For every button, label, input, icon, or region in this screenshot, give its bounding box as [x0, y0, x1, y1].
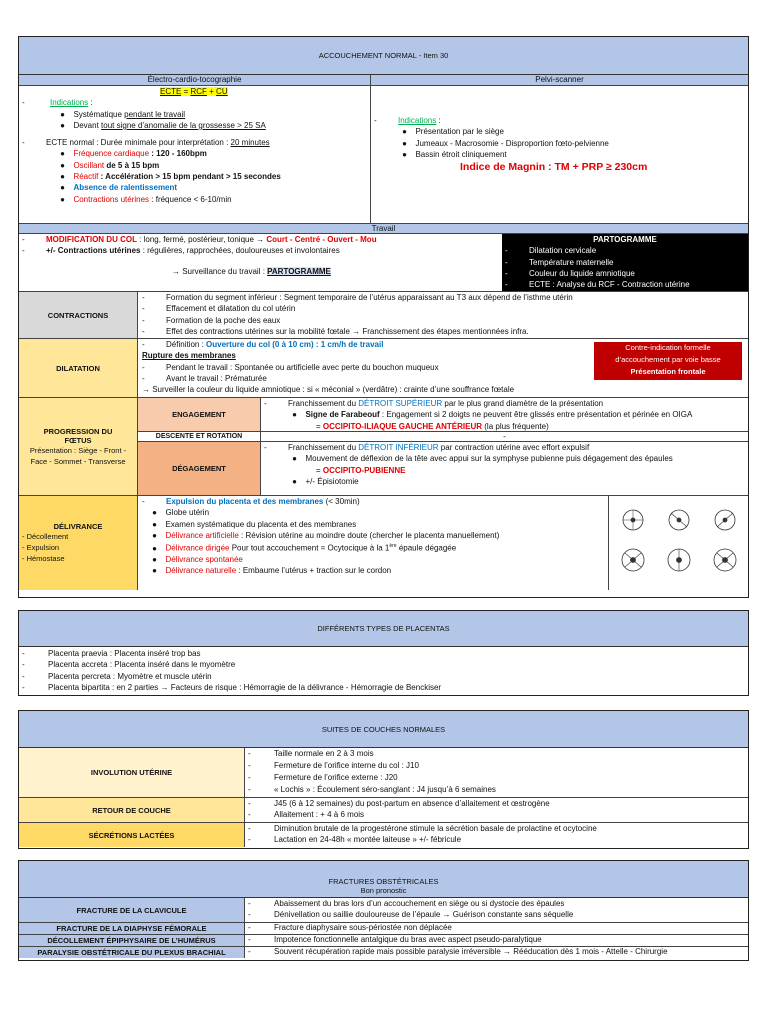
travail-row — [19, 234, 748, 291]
degagement-content — [261, 442, 748, 495]
monitoring-header-row — [19, 75, 748, 86]
section-fractures — [18, 860, 749, 961]
pelvi-item: ● Bassin étroit cliniquement — [402, 149, 507, 159]
partogramme-box — [502, 234, 748, 291]
engagement-content — [261, 398, 748, 431]
list-item: - Diminution brutale de la progestérone stimule la sécrétion basale de prolactine et ocytocine — [248, 824, 597, 833]
pelvi-item: ● Jumeaux - Macrosomie - Disproportion fœto-pelvienne — [402, 138, 609, 148]
fracture-row — [19, 922, 748, 934]
list-item: ● Délivrance spontanée — [152, 555, 243, 565]
placentas-list — [19, 647, 748, 694]
progression-label: PROGRESSION DU FŒTUS Présentation : Siège - Front - Face - Sommet - Transverse — [19, 398, 138, 495]
indication-item: ● Devant tout signe d’anomalie de la grossesse > 25 SA — [60, 120, 266, 130]
secretions-content — [245, 823, 748, 847]
list-item: - Définition : Ouverture du col (0 à 10 cm) : 1 cm/h de travail — [142, 340, 384, 349]
list-item: - Lactation en 24-48h « montée laiteuse » +/- fébricule — [248, 835, 462, 845]
monitoring-row — [19, 86, 748, 223]
list-item: - Abaissement du bras lors d’un accouchement en siège ou si dystocie des épaules — [248, 899, 565, 908]
ecte-normal: - ECTE normal : Durée minimale pour interprétation : 20 minutes — [22, 138, 270, 148]
osc-item: ● Oscillant de 5 à 15 bpm — [60, 160, 160, 170]
placentas-title: DIFFÉRENTS TYPES DE PLACENTAS — [19, 611, 748, 647]
list-item: - Fermeture de l’orifice externe : J20 — [248, 773, 398, 782]
list-item: → Surveiller la couleur du liquide amniotique : si « méconial » (verdâtre) : crainte d’une souffrance fœtale — [142, 385, 515, 395]
fractures-title: FRACTURES OBSTÉTRICALES Bon pronostic — [19, 861, 748, 898]
dilatation-label: DILATATION — [19, 339, 138, 397]
indications-heading: - Indications : — [22, 98, 93, 108]
indication-item: ● Systématique pendant le travail — [60, 109, 186, 119]
parto-item: - Température maternelle — [505, 257, 614, 267]
section-accouchement — [18, 36, 749, 598]
descente-content: - — [261, 431, 748, 442]
contraindication-box: Contre-indication formelle d’accouchement par voie basse Présentation frontale — [594, 342, 742, 380]
fracture-content — [245, 935, 748, 946]
delivrance-label: DÉLIVRANCE - Décollement - Expulsion - Hémostase — [19, 496, 138, 590]
list-item: ● Examen systématique du placenta et des membranes — [152, 519, 357, 529]
list-item: ● Signe de Farabeouf : Engagement si 2 doigts ne peuvent être glissés entre présentation et périnée en OIGA — [292, 410, 693, 420]
react-item: ● Réactif : Accélération > 15 bpm pendant > 15 secondes — [60, 172, 281, 182]
fracture-content — [245, 898, 748, 922]
section-title-text: ACCOUCHEMENT NORMAL - Item 30 — [318, 51, 449, 60]
list-item: - Taille normale en 2 à 3 mois — [248, 749, 374, 758]
retour-label: RETOUR DE COUCHE — [19, 798, 245, 822]
ecg-panel — [19, 86, 371, 223]
engagement-label: ENGAGEMENT — [138, 398, 260, 431]
fracture-content — [245, 923, 748, 934]
list-item: - Fracture diaphysaire sous-périostée non déplacée — [248, 923, 452, 932]
dilatation-row — [19, 338, 748, 397]
list-item: - Placenta percreta : Myomètre et muscle utérin — [22, 671, 212, 681]
parto-item: - Couleur du liquide amniotique — [505, 268, 635, 278]
fracture-label: FRACTURE DE LA DIAPHYSE FÉMORALE — [19, 923, 245, 934]
list-item: ● Délivrance naturelle : Embaume l’utérus + traction sur le cordon — [152, 566, 392, 576]
secretions-row — [19, 822, 748, 847]
involution-content — [245, 748, 748, 797]
retour-row — [19, 797, 748, 822]
list-item: = OCCIPITO-PUBIENNE — [316, 465, 406, 475]
list-item: ● +/- Épisiotomie — [292, 476, 359, 486]
contractions-row — [19, 291, 748, 338]
cu-item: ● Contractions utérines : fréquence < 6-10/min — [60, 194, 232, 204]
list-item: ● Mouvement de déflexion de la tête avec appui sur la symphyse pubienne puis dégagement des épaules — [292, 454, 673, 464]
list-item: - Placenta praevia : Placenta inséré trop bas — [22, 649, 201, 658]
surveillance-line: → Surveillance du travail : PARTOGRAMME — [172, 266, 331, 276]
progression-steps — [138, 398, 261, 495]
contractions-line: - +/- Contractions utérines : régulières, rapprochées, douloureuses et involontaires — [22, 246, 340, 256]
pelvi-panel — [371, 86, 748, 223]
list-item: - Effacement et dilatation du col utérin — [142, 304, 296, 314]
parto-item: - ECTE : Analyse du RCF - Contraction utérine — [505, 280, 690, 290]
progression-row — [19, 397, 748, 495]
list-item: - Fermeture de l’orifice interne du col : J10 — [248, 761, 419, 770]
pelvi-indications: - Indications : — [374, 116, 441, 125]
list-item: ● Délivrance artificielle : Révision utérine au moindre doute (chercher le placenta manuellement) — [152, 530, 500, 540]
list-item: - Impotence fonctionnelle antalgique du bras avec aspect pseudo-paralytique — [248, 935, 542, 944]
section-placentas — [18, 610, 749, 696]
fetal-head-positions-diagram — [609, 496, 749, 589]
involution-row — [19, 748, 748, 797]
fracture-label: PARALYSIE OBSTÉTRICALE DU PLEXUS BRACHIAL — [19, 947, 245, 958]
suites-title: SUITES DE COUCHES NORMALES — [19, 711, 748, 748]
list-item: - Effet des contractions utérines sur la mobilité fœtale → Franchissement des étapes mentionnées infra. — [142, 326, 529, 336]
fractures-subtitle: Bon pronostic — [360, 886, 407, 895]
fc-item: ● Fréquence cardiaque : 120 - 160bpm — [60, 149, 207, 159]
progression-sub: Présentation : Siège - Front - Face - Sommet - Transverse — [29, 445, 127, 466]
descente-label: DESCENTE ET ROTATION — [138, 431, 260, 442]
col-modification: - MODIFICATION DU COL : long, fermé, postérieur, tonique → Court - Centré - Ouvert - Mou — [22, 235, 377, 244]
degagement-label: DÉGAGEMENT — [138, 442, 260, 495]
fracture-content — [245, 947, 748, 958]
list-item: ● Globe utérin — [152, 508, 210, 518]
delivrance-content — [138, 496, 608, 590]
list-item: - Placenta bipartita : en 2 parties → Facteurs de risque : Hémorragie de la délivrance - Hémorragie de Benckiser — [22, 682, 442, 692]
secretions-label: SÉCRÉTIONS LACTÉES — [19, 823, 245, 847]
pelvi-title: Pelvi-scanner — [535, 75, 584, 84]
section-title — [19, 37, 748, 75]
travail-header: Travail — [19, 223, 748, 234]
list-item: ● Délivrance dirigée Pour tout accouchement = Ocytocique à la 1ère épaule dégagée — [152, 543, 457, 553]
parto-item: - Dilatation cervicale — [505, 246, 597, 256]
delivrance-sub: - Décollement - Expulsion - Hémostase — [22, 532, 69, 563]
list-item: - Avant le travail : Prématurée — [142, 373, 267, 383]
fracture-row — [19, 898, 748, 922]
magnin-index: Indice de Magnin : TM + PRP ≥ 230cm — [460, 161, 648, 174]
list-item: - Dénivellation ou saillie douloureuse de l’épaule → Guérison constante sans séquelle — [248, 910, 574, 920]
partogramme-title: PARTOGRAMME — [593, 235, 657, 244]
list-item: - Placenta accreta : Placenta inséré dans le myomètre — [22, 660, 236, 670]
list-item: - Pendant le travail : Spontanée ou artificielle avec perte du bouchon muqueux — [142, 362, 439, 372]
fracture-row — [19, 946, 748, 958]
list-item: - Expulsion du placenta et des membranes (< 30min) — [142, 497, 360, 506]
travail-panel — [19, 234, 502, 291]
list-item: - Formation de la poche des eaux — [142, 315, 281, 325]
ralent-item: ● Absence de ralentissement — [60, 183, 178, 193]
list-item: = OCCIPITO-ILIAQUE GAUCHE ANTÉRIEUR (la plus fréquente) — [316, 421, 549, 431]
pelvi-item: ● Présentation par le siège — [402, 127, 504, 137]
list-item: - Souvent récupération rapide mais possible paralysie irréversible → Rééducation dès 1 mois - Attelle - Chirurgie — [248, 947, 668, 956]
involution-label: INVOLUTION UTÉRINE — [19, 748, 245, 797]
retour-content — [245, 798, 748, 822]
ecg-title: Électro-cardio-tocographie — [19, 75, 371, 85]
list-item: - Allaitement : + 4 à 6 mois — [248, 810, 365, 820]
fracture-label: DÉCOLLEMENT ÉPIPHYSAIRE DE L’HUMÉRUS — [19, 935, 245, 946]
list-item: - J45 (6 à 12 semaines) du post-partum en absence d’allaitement et œstrogène — [248, 799, 550, 808]
delivrance-row — [19, 495, 748, 590]
rupture-heading: Rupture des membranes — [142, 351, 236, 361]
list-item: - « Lochis » : Écoulement séro-sanglant : J4 jusqu’à 6 semaines — [248, 785, 496, 794]
list-item: - Franchissement du DÉTROIT SUPÉRIEUR par le plus grand diamètre de la présentation — [264, 399, 604, 408]
section-suites-couches — [18, 710, 749, 849]
contractions-content — [138, 292, 748, 338]
presentation-diagram — [608, 496, 748, 590]
list-item: - Franchissement du DÉTROIT INFÉRIEUR par contraction utérine avec effort expulsif — [264, 443, 590, 452]
contractions-label: CONTRACTIONS — [19, 292, 138, 338]
fracture-row — [19, 934, 748, 946]
fracture-label: FRACTURE DE LA CLAVICULE — [19, 898, 245, 922]
dilatation-content — [138, 339, 748, 397]
list-item: - Formation du segment inférieur : Segment temporaire de l’utérus apparaissant au T3 aux dépend de l’isthme utérin — [142, 293, 573, 302]
progression-content — [261, 398, 748, 495]
ecte-formula: ECTE = RCF + CU — [160, 87, 228, 96]
